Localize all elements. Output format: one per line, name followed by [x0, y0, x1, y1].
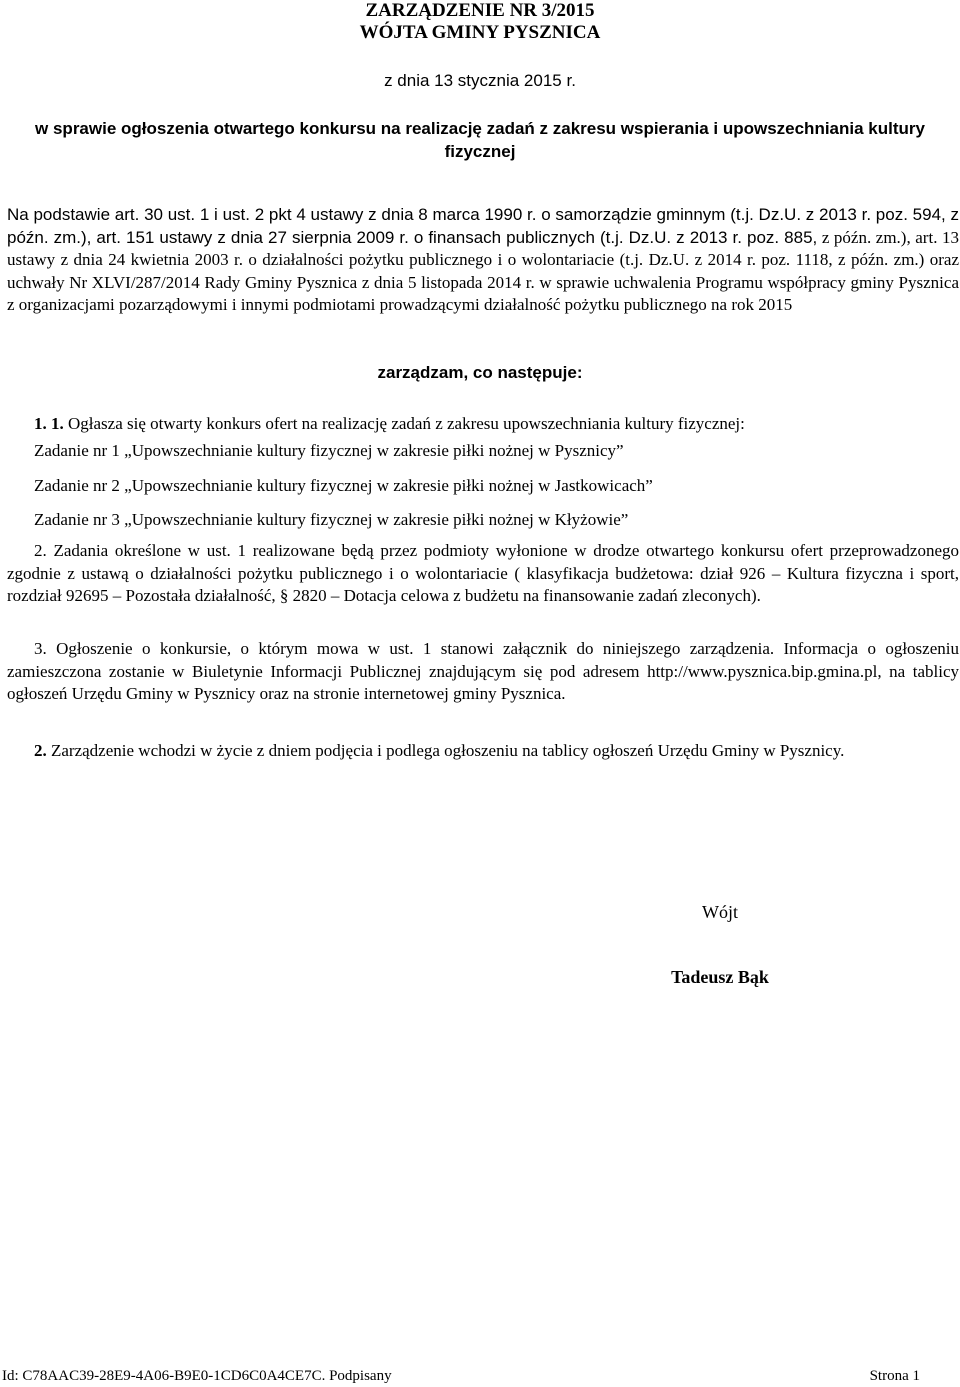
section-1-point-3 — [7, 638, 959, 706]
section-1-text: Ogłasza się otwarty konkurs ofert na realizację zadań z zakresu upowszechniania kultury fizycznej: — [68, 414, 745, 433]
section-1-intro — [34, 414, 954, 434]
section-2-label: 2. — [34, 741, 47, 760]
decree-statement: zarządzam, co następuje: — [377, 363, 583, 382]
legal-basis — [7, 204, 959, 317]
page-number: Strona 1 — [869, 1368, 920, 1384]
document-date: z dnia 13 stycznia 2015 r. — [384, 71, 576, 90]
title-line-1: ZARZĄDZENIE NR 3/2015 — [365, 0, 595, 21]
task-item-3: Zadanie nr 3 „Upowszechnianie kultury fizycznej w zakresie piłki nożnej w Kłyżowie” — [34, 510, 629, 529]
point-2-text: 2. Zadania określone w ust. 1 realizowane będą przez podmioty wyłonione w drodze otwartego konkursu ofert przeprowadzonego zgodnie z ustawą o działalności pożytku publicznego i o wolontariacie ( klasyfikacja budżetowa: dział 926 – Kultura fizyczna i sport, rozdział 92695 – Pozostała działalność, § 2820 – Dotacja celowa z budżetu na finansowanie zadań zleconych). — [7, 541, 959, 605]
signature-role: Wójt — [702, 902, 738, 922]
section-1-point-2 — [7, 540, 959, 608]
task-item-1: Zadanie nr 1 „Upowszechnianie kultury fizycznej w zakresie piłki nożnej w Pysznicy” — [34, 441, 624, 460]
section-1-label: 1. 1. — [34, 414, 64, 433]
point-3-text: 3. Ogłoszenie o konkursie, o którym mowa w ust. 1 stanowi załącznik do niniejszego zarządzenia. Informacja o ogłoszeniu zamieszczona zostanie w Biuletynie Informacji Publicznej znajdującym się pod adresem http://www.pysznica.bip.gmina.pl, na tablicy ogłoszeń Urzędu Gminy w Pysznicy oraz na stronie internetowej gminy Pysznica. — [7, 639, 959, 703]
task-item-2: Zadanie nr 2 „Upowszechnianie kultury fizycznej w zakresie piłki nożnej w Jastkowicach” — [34, 476, 653, 495]
section-2 — [7, 740, 959, 763]
section-2-text: Zarządzenie wchodzi w życie z dniem podjęcia i podlega ogłoszeniu na tablicy ogłoszeń Urzędu Gminy w Pysznicy. — [51, 741, 845, 760]
document-subject: w sprawie ogłoszenia otwartego konkursu na realizację zadań z zakresu wspierania i upowszechniania kultury fizycznej — [35, 119, 925, 161]
title-line-2: WÓJTA GMINY PYSZNICA — [359, 22, 601, 43]
legal-basis-part-1: Na podstawie art. 30 ust. 1 i ust. 2 pkt 4 ustawy z dnia 8 marca 1990 r. o samorządzie gminnym (t.j. Dz.U. z 2013 r. poz. 594, z późn. zm.), art. 151 ustawy z dnia 27 sierpnia 2009 r. o finansach publicznych (t.j. Dz.U. z 2013 r. poz. 885, — [7, 205, 959, 247]
signature-name: Tadeusz Bąk — [671, 967, 769, 987]
legal-basis-part-2: z późn. zm.), art. 13 ustawy z dnia 24 kwietnia 2003 r. o działalności pożytku publicznego i o wolontariacie (t.j. Dz.U. z 2014 r. poz. 1118, z późn. zm.) oraz uchwały Nr XLVI/287/2014 Rady Gminy Pysznica z dnia 5 listopada 2014 r. w sprawie uchwalenia Programu współpracy gminy Pysznica z organizacjami pozarządowymi i innymi podmiotami prowadzącymi działalność pożytku publicznego na rok 2015 — [7, 227, 960, 314]
document-id: Id: C78AAC39-28E9-4A06-B9E0-1CD6C0A4CE7C. Podpisany — [2, 1368, 392, 1384]
